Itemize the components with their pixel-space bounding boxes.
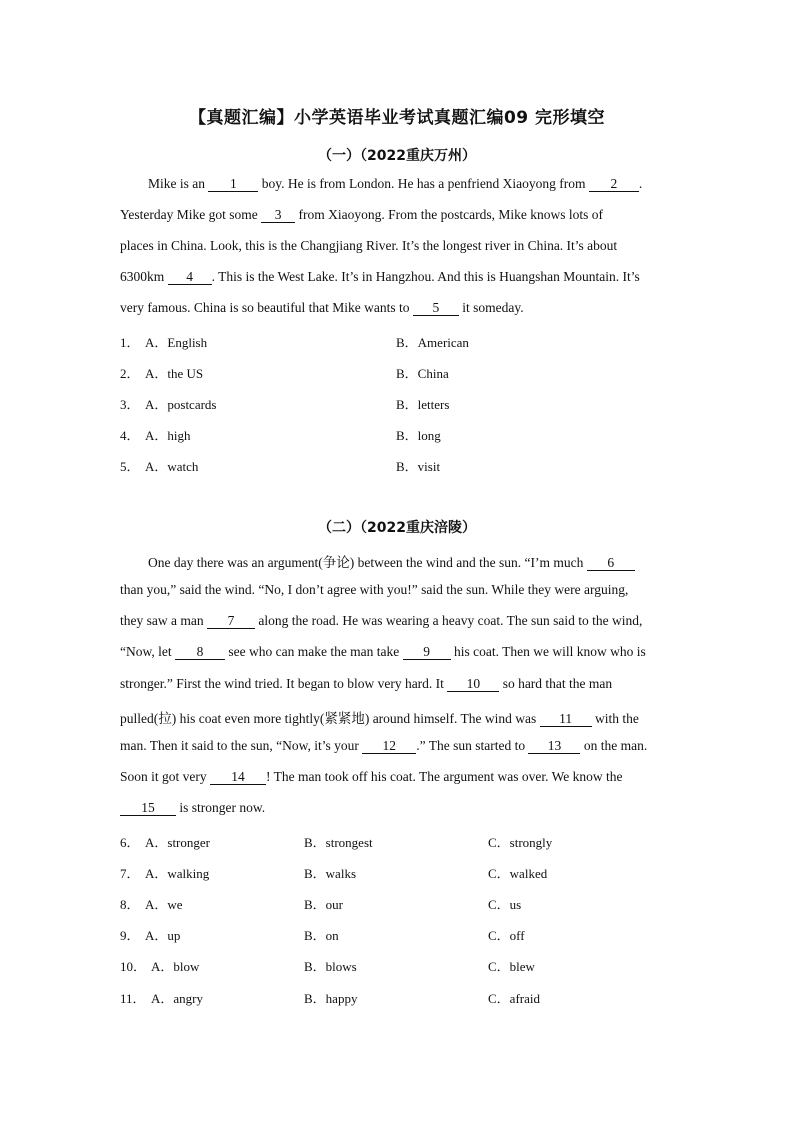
passage2-line: 15 is stronger now. [120,800,680,816]
passage2-line: One day there was an argument(争论) between the wind and the sun. “I’m much 6 [148,551,708,571]
option-a[interactable]: A．walking [145,866,210,881]
option-b[interactable]: B．long [396,428,441,443]
option-b[interactable]: B．China [396,366,449,381]
option-a[interactable]: A．postcards [145,397,217,412]
option-b[interactable]: B．happy [304,991,358,1006]
option-a[interactable]: A．English [145,335,208,350]
blank-2: 2 [589,177,639,192]
option-c[interactable]: C．blew [488,959,535,974]
blank-8: 8 [175,645,225,660]
blank-11: 11 [540,712,592,727]
passage1-line: Yesterday Mike got some 3 from Xiaoyong. From the postcards, Mike knows lots of [120,207,603,222]
passage1-line: Mike is an 1 boy. He is from London. He has a penfriend Xiaoyong from 2 . [148,176,643,191]
option-b[interactable]: B．letters [396,397,450,412]
option-a[interactable]: A．stronger [145,835,210,850]
blank-5: 5 [413,301,459,316]
option-a[interactable]: A．we [145,897,183,912]
blank-12: 12 [362,739,416,754]
passage2-line: they saw a man 7 along the road. He was wearing a heavy coat. The sun said to the wind, [120,613,643,628]
option-a[interactable]: A．angry [151,991,203,1006]
section2-heading: （二）（2022重庆涪陵） [318,520,476,536]
passage2-line: “Now, let 8 see who can make the man take 9 his coat. Then we will know who is [120,644,646,659]
option-c[interactable]: C．us [488,897,522,912]
option-a[interactable]: A．blow [151,959,200,974]
blank-1: 1 [208,177,258,192]
option-b[interactable]: B．strongest [304,835,373,850]
option-a[interactable]: A．the US [145,366,204,381]
blank-13: 13 [528,739,580,754]
blank-10: 10 [447,677,499,692]
passage2-line: man. Then it said to the sun, “Now, it’s your 12 .” The sun started to 13 on the man. [120,738,648,753]
blank-14: 14 [210,770,266,785]
blank-4: 4 [168,270,212,285]
blank-15: 15 [120,801,176,816]
blank-9: 9 [403,645,451,660]
blank-6: 6 [587,556,635,571]
option-b[interactable]: B．on [304,928,339,943]
passage2-line: Soon it got very 14 ! The man took off his coat. The argument was over. We know the [120,769,623,784]
section1-heading: （一）（2022重庆万州） [318,148,476,164]
option-a[interactable]: A．watch [145,459,199,474]
blank-3: 3 [261,208,295,223]
passage2-line: than you,” said the wind. “No, I don’t agree with you!” said the sun. While they were arguing, [120,582,629,597]
option-a[interactable]: A．up [145,928,181,943]
option-a[interactable]: A．high [145,428,191,443]
passage2-line: stronger.” First the wind tried. It began to blow very hard. It 10 so hard that the man [120,676,613,691]
option-c[interactable]: C．walked [488,866,548,881]
passage2-line: pulled(拉) his coat even more tightly(紧紧地) around himself. The wind was 11 with the [120,711,639,726]
passage1-line: places in China. Look, this is the Changjiang River. It’s the longest river in China. It’s about [120,238,618,253]
option-c[interactable]: C．afraid [488,991,540,1006]
page-title: 【真题汇编】小学英语毕业考试真题汇编09 完形填空 [188,108,606,128]
option-c[interactable]: C．off [488,928,525,943]
option-b[interactable]: B．our [304,897,344,912]
option-b[interactable]: B．blows [304,959,357,974]
passage1-line: very famous. China is so beautiful that Mike wants to 5 it someday. [120,300,524,315]
option-b[interactable]: B．visit [396,459,441,474]
document-page: 【真题汇编】小学英语毕业考试真题汇编09 完形填空 （一）（2022重庆万州） Mike is an 1 boy. He is from London. He has a penfriend Xiaoyong from 2 . Yesterday Mike got some 3 from Xiaoyong. From the postcards, Mike knows lots of places in China. Look, this is the Changjiang River. It’s the longest river in China. It’s about 6300km 4 . This is the West Lake. It’s in Hangzhou. And this is Huangshan Mountain. It’s very famous. China is so beautiful that Mike wants to 5 it someday. 1． A．English B．American 2． A．the US B．China 3． A．postcards B．letters 4． A．high B．long 5． A．watch B．visit （二）（2022重庆涪陵） One day there was an argument(争论) between the wind and the sun. “I’m much 6 than you,” said the wind. “No, I don’t agree with you!” said the sun. While they were arguing, they saw a man 7 along the road. He was wearing a heavy coat. The sun said to the wind, “Now, let 8 see who can make the man take 9 his coat. Then we will know who is stronger.” First the wind tried. It began to blow very hard. It 10 so hard that the man pulled(拉) his coat even more tightly(紧紧地) around himself. The wind was 11 with the man. Then it said to the sun, “Now, it’s your 12 .” The sun started to 13 on the man. Soon it got very 14 ! The man took off his coat. The argument was over. We know the 15 is stronger now. 6． A．stronger B．strongest C．strongly 7． A．walking B．walks C．walked 8． A．we B．our C．us 9． A．up B．on C．off 10． A．blow B．blows C．blew 11． A．angry B．happy C．afraid [0,0,794,1123]
option-b[interactable]: B．walks [304,866,357,881]
blank-7: 7 [207,614,255,629]
passage1-line: 6300km 4 . This is the West Lake. It’s in Hangzhou. And this is Huangshan Mountain. It’s [120,269,640,284]
option-c[interactable]: C．strongly [488,835,553,850]
option-b[interactable]: B．American [396,335,469,350]
